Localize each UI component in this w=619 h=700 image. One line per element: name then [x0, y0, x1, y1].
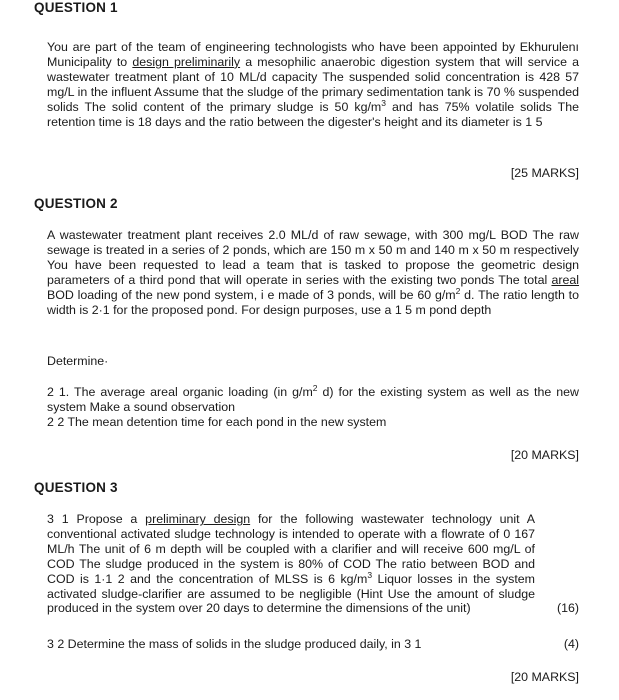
q1-text-part2: a mesophilic anaerobic digestion system that will service a wastewater treatment plant of 10 ML/d capacity The suspended solid concentration is 428 57 mg/L in the influent Assume that the sludge of the primary sedimentation tank is 70 % suspended solids The solid content of the primary sludge is 50 kg/m	[47, 54, 579, 114]
q1-text-part1: You are part of the team of engineering technologists who have been appointed by Ekhurulenı Municipality to	[47, 40, 579, 69]
q2-text-part1: A wastewater treatment plant receives 2.0 ML/d of raw sewage, with 300 mg/L BOD The raw sewage is treated in a series of 2 ponds, which are 150 m x 50 m and 140 m x 50 m respectively You have been requested to lead a team that is tasked to propose the geometric design parameters of a third pond that will operate in series with the existing two ponds The total	[47, 228, 579, 287]
q2-superscript: 2	[455, 285, 461, 296]
q1-superscript: 3	[381, 97, 386, 108]
q3-sub2-text: 3 2 Determine the mass of solids in the sludge produced daily, in 3 1	[47, 637, 422, 651]
q3-sub1-part2: for the following wastewater technology unit A conventional activated sludge technology is intended to operate with a flowrate of 0 167 ML/h The unit of 6 m depth will be coupled with a clarifier and will receive 600 mg/L of COD The sludge produced in the system is 80% of COD The ratio between BOD and COD is 1·1 2 and the concentration of MLSS is 6 kg/m	[47, 512, 536, 586]
q3-sub1-text	[47, 512, 535, 616]
q3-sub1-points: (16)	[556, 601, 579, 616]
q2-sub1-superscript: 2	[312, 382, 318, 393]
question-3-heading: QUESTION 3	[34, 480, 118, 495]
question-1-text	[47, 40, 579, 129]
question-1-marks: [25 MARKS]	[510, 166, 579, 180]
question-2-determine: Determine·	[47, 354, 109, 368]
question-3-marks: [20 MARKS]	[510, 670, 579, 684]
q3-sub1-part1: 3 1 Propose a	[47, 512, 146, 526]
q3-underlined-phrase: preliminary design	[145, 512, 251, 526]
q2-sub1-part1: 2 1. The average areal organic loading (in g/m	[47, 385, 313, 399]
question-1-heading: QUESTION 1	[34, 0, 118, 15]
question-2-sub-2: 2 2 The mean detention time for each pond in the new system	[47, 415, 387, 429]
question-2-text	[47, 228, 579, 317]
question-3-sub-1	[47, 512, 579, 616]
question-2-heading: QUESTION 2	[34, 196, 118, 211]
q3-superscript: 3	[367, 569, 373, 580]
q1-underlined-phrase: design preliminarily	[132, 54, 241, 69]
q1-text-part3: and has 75% volatile solids The retention time is 18 days and the ratio between the digester's height and its diameter is 1 5	[47, 99, 579, 129]
q2-text-part2: BOD loading of the new pond system, i e made of 3 ponds, will be 60 g/m	[47, 287, 456, 302]
q2-text-part3: d. The ratio length to width is 2·1 for the proposed pond. For design purposes, use a 1 5 m pond depth	[47, 287, 580, 317]
q2-underlined-word: areal	[551, 272, 579, 287]
question-2-marks: [20 MARKS]	[510, 448, 579, 462]
question-2-sub-1	[47, 382, 579, 415]
question-3-sub-2	[47, 637, 579, 652]
q3-sub1-part3: Liquor losses in the system activated sludge-clarifier are assumed to be negligible (Hint Use the amount of sludge produced in the system over 20 days to determine the dimensions of the unit)	[47, 571, 535, 616]
q3-sub2-points: (4)	[563, 637, 579, 651]
q2-sub1-part2: d) for the existing system as well as the new system Make a sound observation	[47, 385, 579, 414]
